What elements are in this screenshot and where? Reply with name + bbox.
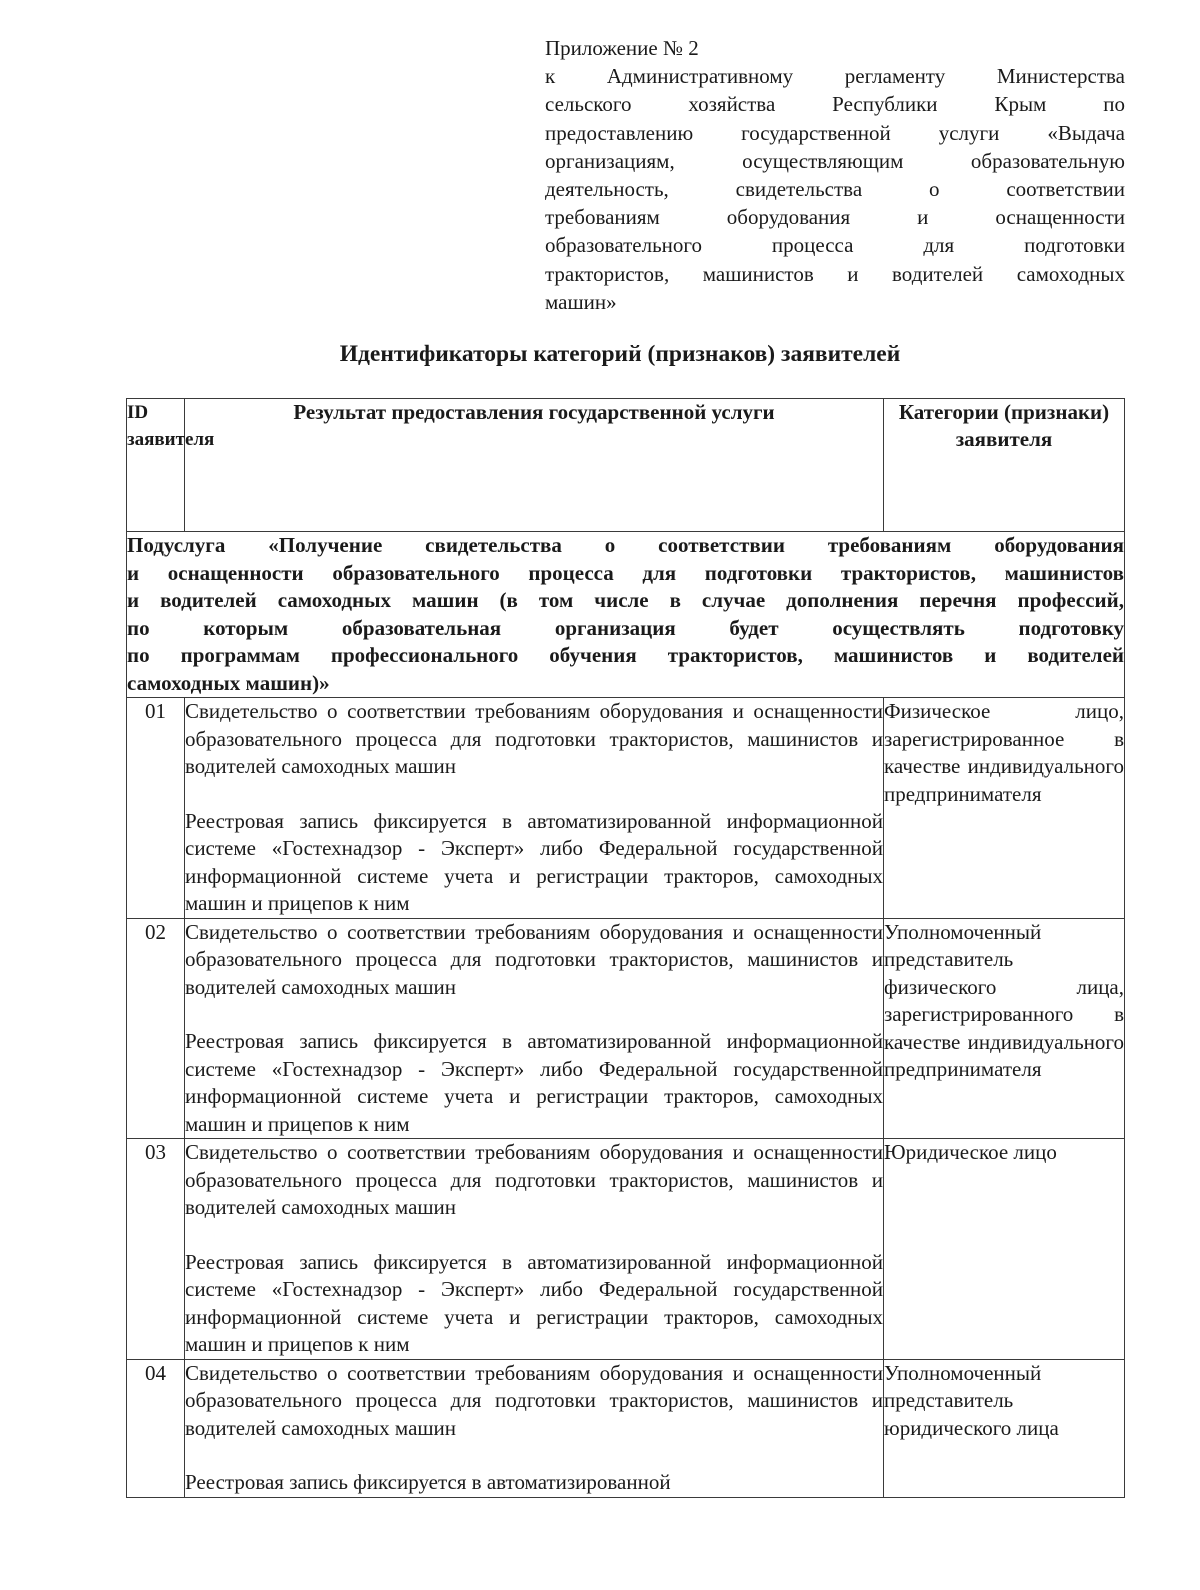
appendix-line: требованиям оборудования и оснащенности [545,205,1125,230]
appendix-line: образовательного процесса для подготовки [545,233,1125,258]
subservice-line: Подуслуга «Получение свидетельства о соответствии требованиям оборудования [127,533,1124,557]
header-category: Категории (признаки) заявителя [884,399,1125,532]
appendix-line: деятельность, свидетельства о соответствии [545,177,1125,202]
appendix-line: к Административному регламенту Министерства [545,64,1125,89]
appendix-number: Приложение № 2 [545,36,699,60]
registry-text: Реестровая запись фиксируется в автоматизированной информационной системе «Гостехнадзор - Эксперт» либо Федеральной государственной информационной системе учета и регистрации тракторов, самоходных машин и прицепов к ним [185,808,883,915]
subservice-line: по которым образовательная организация будет осуществлять подготовку [127,615,1124,640]
registry-text: Реестровая запись фиксируется в автоматизированной [185,1470,671,1494]
row-category: Юридическое лицо [884,1139,1125,1360]
result-text: Свидетельство о соответствии требованиям оборудования и оснащенности образовательного процесса для подготовки трактористов, машинистов и водителей самоходных машин [185,919,883,999]
subservice-line: по программам профессионального обучения трактористов, машинистов и водителей [127,643,1124,667]
row-category: Физическое лицо, зарегистрированное в качестве индивидуального предпринимателя [884,698,1125,919]
table-row [127,918,1125,1139]
appendix-line: трактористов, машинистов и водителей самоходных [545,261,1125,286]
row-result [185,918,884,1139]
appendix-line: предоставлению государственной услуги «Выдача [545,120,1125,145]
subservice-line: и водителей самоходных машин (в том числе в случае дополнения перечня профессий, [127,588,1124,612]
appendix-line: машин» [545,289,617,314]
page-title: Идентификаторы категорий (признаков) заявителей [339,341,901,367]
table-row [127,1359,1125,1497]
appendix-line: организациям, осуществляющим образовательную [545,148,1125,173]
applicant-categories-table [126,398,1125,1498]
row-result [185,1139,884,1360]
row-id: 04 [127,1359,185,1497]
subservice-row [127,532,1125,698]
row-category: Уполномоченный представитель физического лица, зарегистрированного в качестве индивидуального предпринимателя [884,918,1125,1139]
result-text: Свидетельство о соответствии требованиям оборудования и оснащенности образовательного процесса для подготовки трактористов, машинистов и водителей самоходных машин [185,1140,883,1219]
table-row [127,1139,1125,1360]
table-header-row [127,399,1125,532]
row-result [185,1359,884,1497]
appendix-line: сельского хозяйства Республики Крым по [545,92,1125,117]
row-result [185,698,884,919]
row-id: 01 [127,698,185,919]
subservice-line: самоходных машин)» [127,670,330,695]
subservice-title [127,532,1125,698]
registry-text: Реестровая запись фиксируется в автоматизированной информационной системе «Гостехнадзор - Эксперт» либо Федеральной государственной информационной системе учета и регистрации тракторов, самоходных машин и прицепов к ним [185,1249,883,1356]
result-text: Свидетельство о соответствии требованиям оборудования и оснащенности образовательного процесса для подготовки трактористов, машинистов и водителей самоходных машин [185,1360,883,1440]
registry-text: Реестровая запись фиксируется в автоматизированной информационной системе «Гостехнадзор - Эксперт» либо Федеральной государственной информационной системе учета и регистрации тракторов, самоходных машин и прицепов к ним [185,1029,883,1136]
result-text: Свидетельство о соответствии требованиям оборудования и оснащенности образовательного процесса для подготовки трактористов, машинистов и водителей самоходных машин [185,699,883,778]
row-id: 03 [127,1139,185,1360]
row-id: 02 [127,918,185,1139]
header-id: ID заявителя [127,399,185,532]
table-row [127,698,1125,919]
subservice-line: и оснащенности образовательного процесса для подготовки трактористов, машинистов [127,560,1124,585]
row-category: Уполномоченный представитель юридического лица [884,1359,1125,1497]
appendix-note [545,34,1125,316]
header-result: Результат предоставления государственной услуги [185,399,884,532]
